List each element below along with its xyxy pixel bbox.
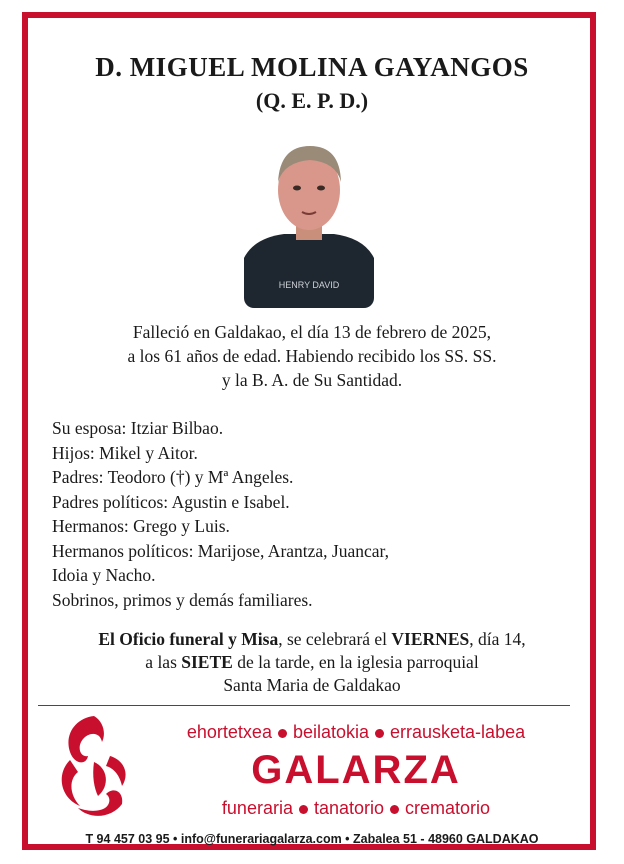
- bullet-icon: [390, 805, 399, 814]
- galarza-logo-icon: [50, 712, 138, 822]
- death-notice: [0, 320, 624, 392]
- family-line: Su esposa: Itziar Bilbao.: [52, 418, 224, 438]
- divider: [38, 705, 570, 706]
- bullet-icon: [299, 805, 308, 814]
- death-line: y la B. A. de Su Santidad.: [221, 370, 403, 390]
- deceased-name: D. MIGUEL MOLINA GAYANGOS: [95, 52, 529, 82]
- family-list: [52, 416, 389, 612]
- brand-tagline-bottom: funeraria tanatorio crematorio: [221, 798, 491, 818]
- family-line: Hermanos: Grego y Luis.: [52, 516, 230, 536]
- shirt-print: HENRY DAVID: [278, 280, 340, 290]
- family-line: Hijos: Mikel y Aitor.: [52, 442, 198, 463]
- brand-name: GALARZA: [251, 748, 461, 792]
- death-line: a los 61 años de edad. Habiendo recibido los SS. SS.: [127, 346, 497, 366]
- family-line: Padres políticos: Agustin e Isabel.: [52, 491, 290, 512]
- family-line: Padres: Teodoro (†) y Mª Angeles.: [52, 467, 294, 487]
- funeral-details: [0, 628, 624, 697]
- funeral-line-3: Santa Maria de Galdakao: [223, 675, 401, 695]
- family-line: Sobrinos, primos y demás familiares.: [52, 589, 313, 610]
- funeral-line-1: El Oficio funeral y Misa, se celebrará el VIERNES, día 14,: [98, 629, 526, 649]
- bullet-icon: [278, 729, 287, 738]
- brand-tagline-top: ehortetxea beilatokia errausketa-labea: [186, 722, 526, 742]
- funeral-line-2: a las SIETE de la tarde, en la iglesia parroquial: [145, 652, 479, 672]
- qepd-label: (Q. E. P. D.): [255, 88, 369, 113]
- contact-footer: T 94 457 03 95 • info@funerariagalarza.com • Zabalea 51 - 48960 GALDAKAO: [85, 832, 539, 846]
- portrait-photo: [244, 138, 374, 308]
- bullet-icon: [375, 729, 384, 738]
- family-line: Idoia y Nacho.: [52, 565, 156, 585]
- family-line: Hermanos políticos: Marijose, Arantza, Juancar,: [52, 540, 390, 561]
- death-line: Falleció en Galdakao, el día 13 de febrero de 2025,: [132, 322, 492, 342]
